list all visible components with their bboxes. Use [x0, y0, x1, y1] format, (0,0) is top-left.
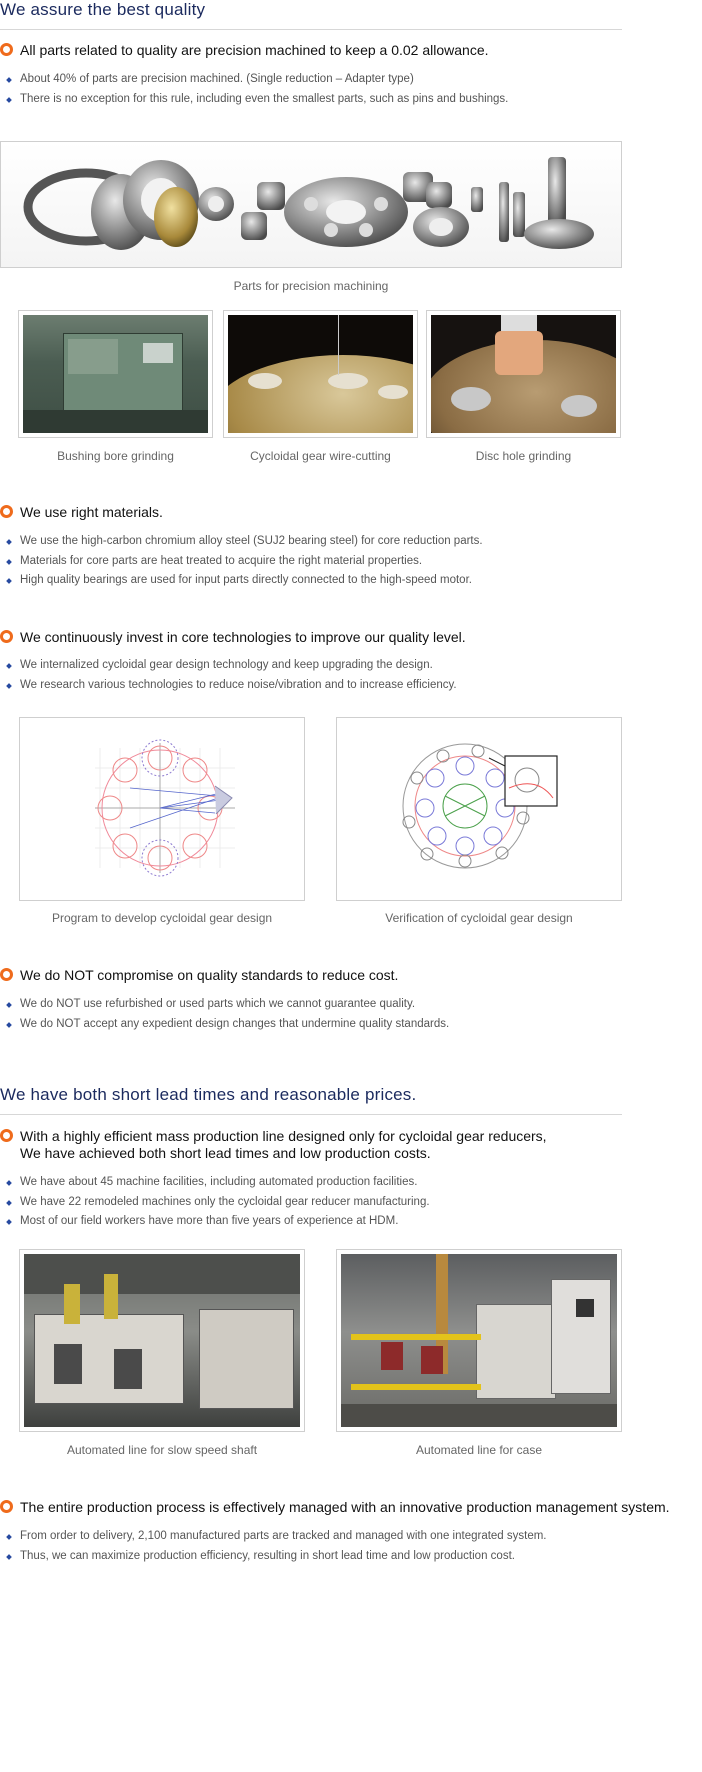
diagram-cycloidal-verification — [336, 717, 622, 901]
list-item: We internalized cycloidal gear design technology and keep upgrading the design. — [7, 656, 457, 676]
bullet-list — [7, 70, 508, 109]
block-title-text: We use right materials. — [20, 504, 163, 520]
block-title-text: All parts related to quality are precision machined to keep a 0.02 allowance. — [20, 42, 489, 58]
orange-ring-icon — [0, 968, 13, 981]
block-title-line-1: With a highly efficient mass production line designed only for cycloidal gear reducers, — [20, 1128, 547, 1144]
list-item: Materials for core parts are heat treated to acquire the right material properties. — [7, 552, 483, 572]
orange-ring-icon — [0, 505, 13, 518]
list-item: We do NOT accept any expedient design changes that undermine quality standards. — [7, 1015, 449, 1035]
parts-image — [0, 141, 622, 268]
diagram-cycloidal-program — [19, 717, 305, 901]
caption-disc: Disc hole grinding — [475, 449, 572, 463]
list-item: From order to delivery, 2,100 manufactured parts are tracked and managed with one integrated system. — [7, 1527, 547, 1547]
caption-case: Automated line for case — [415, 1443, 543, 1457]
block-title-materials — [0, 504, 163, 520]
block-title-text: The entire production process is effectively managed with an innovative production management system. — [20, 1499, 670, 1515]
list-item: We use the high-carbon chromium alloy steel (SUJ2 bearing steel) for core reduction parts. — [7, 532, 483, 552]
list-item: We research various technologies to reduce noise/vibration and to increase efficiency. — [7, 676, 457, 696]
bullet-list — [7, 532, 483, 591]
block-title-management-system — [0, 1499, 670, 1515]
caption-bushing: Bushing bore grinding — [57, 449, 174, 463]
photo-bushing-grinding — [18, 310, 213, 438]
photo-wire-cutting — [223, 310, 418, 438]
bullet-list — [7, 1527, 547, 1566]
caption-parts: Parts for precision machining — [233, 279, 389, 293]
block-title-no-compromise — [0, 967, 398, 983]
divider — [0, 29, 622, 30]
section-heading-quality: We assure the best quality — [0, 0, 206, 19]
list-item: We have about 45 machine facilities, including automated production facilities. — [7, 1173, 430, 1193]
caption-program: Program to develop cycloidal gear design — [51, 911, 273, 925]
orange-ring-icon — [0, 1129, 13, 1142]
list-item: High quality bearings are used for input parts directly connected to the high-speed motor. — [7, 571, 483, 591]
block-title-line-2: We have achieved both short lead times and low production costs. — [20, 1144, 431, 1161]
list-item: We have 22 remodeled machines only the cycloidal gear reducer manufacturing. — [7, 1193, 430, 1213]
caption-wirecut: Cycloidal gear wire-cutting — [250, 449, 391, 463]
list-item: We do NOT use refurbished or used parts which we cannot guarantee quality. — [7, 995, 449, 1015]
orange-ring-icon — [0, 630, 13, 643]
bullet-list — [7, 656, 457, 695]
photo-case-line — [336, 1249, 622, 1432]
section-heading-lead-times: We have both short lead times and reasonable prices. — [0, 1085, 417, 1104]
caption-verify: Verification of cycloidal gear design — [385, 911, 573, 925]
block-title-text: We continuously invest in core technologies to improve our quality level. — [20, 629, 466, 645]
orange-ring-icon — [0, 1500, 13, 1513]
list-item: Thus, we can maximize production efficiency, resulting in short lead time and low production cost. — [7, 1547, 547, 1567]
photo-disc-hole-grinding — [426, 310, 621, 438]
bullet-list — [7, 1173, 430, 1232]
photo-shaft-line — [19, 1249, 305, 1432]
orange-ring-icon — [0, 43, 13, 56]
block-title-mass-production — [0, 1128, 547, 1161]
list-item: Most of our field workers have more than five years of experience at HDM. — [7, 1212, 430, 1232]
divider — [0, 1114, 622, 1115]
block-title-precision — [0, 42, 489, 58]
block-title-text: We do NOT compromise on quality standards to reduce cost. — [20, 967, 399, 983]
list-item: About 40% of parts are precision machined. (Single reduction – Adapter type) — [7, 70, 508, 90]
block-title-technology — [0, 629, 466, 645]
caption-shaft: Automated line for slow speed shaft — [66, 1443, 258, 1457]
bullet-list — [7, 995, 449, 1034]
list-item: There is no exception for this rule, including even the smallest parts, such as pins and bushings. — [7, 90, 508, 110]
